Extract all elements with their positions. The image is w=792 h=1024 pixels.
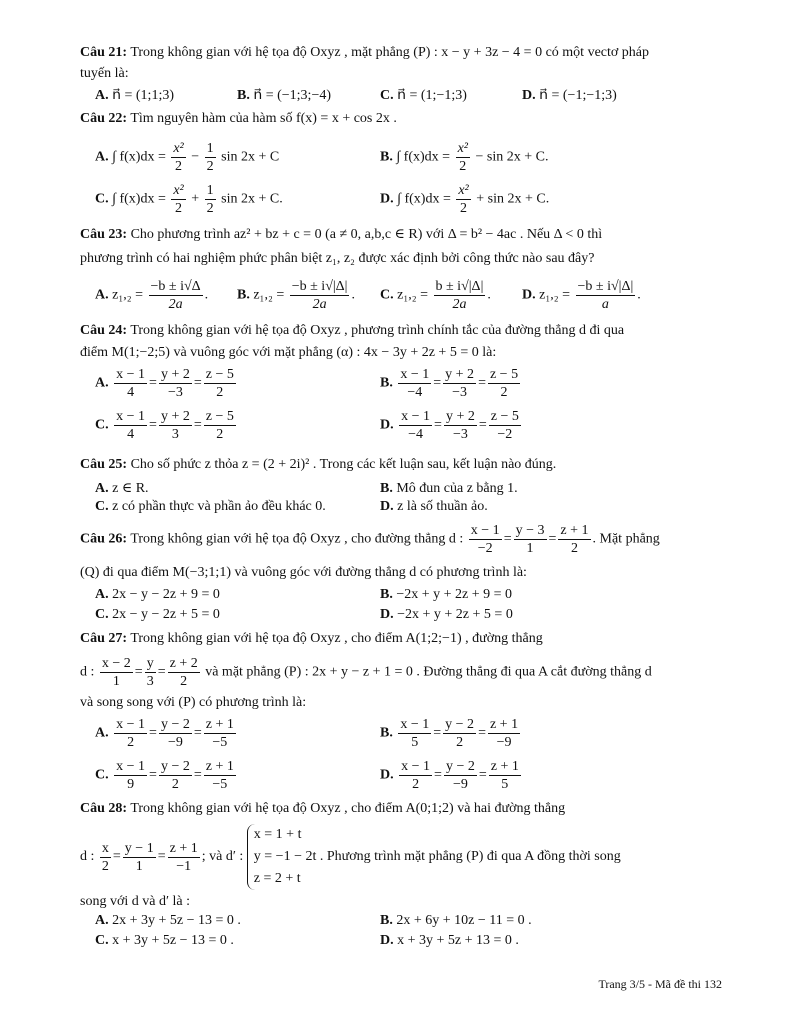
q24-option-c: C. $\frac{x - 1}{4}$ = $\frac{y + 2}{3}$ = $\frac{z - 5}{2}$ [95,409,234,442]
q24-option-b: B. $\frac{x - 1}{-4}$ = $\frac{y + 2}{-3}$ = $\frac{z - 5}{2}$ [380,367,519,400]
q22-option-c: C. ∫ f(x)dx = $\frac{\text{x²}}{2}$ + $\frac{1}{2}$ sin 2x + C. [95,183,283,216]
q24-stem2: điểm M(1;−2;5) và vuông góc với mặt phẳng (α) : 4x − 3y + 2z + 5 = 0 là: [80,345,497,360]
q24-option-d: D. $\frac{x - 1}{-4}$ = $\frac{y + 2}{-3}$ = $\frac{z - 5}{-2}$ [380,409,519,442]
q28-option-b: B. 2x + 6y + 10z − 11 = 0 . [380,913,532,928]
q22-option-d: D. ∫ f(x)dx = $\frac{\text{x²}}{2}$ + sin 2x + C. [380,183,550,216]
q28-system: x = 1 + t y = −1 − 2t z = 2 + t [247,824,317,890]
q27-option-d: D. $\frac{x - 1}{2}$ = $\frac{y - 2}{-9}$ = $\frac{z + 1}{5}$ [380,759,519,792]
q28-stem3: song với d và d′ là : [80,894,191,909]
q21-stem2: tuyến là: [80,66,129,81]
q27-stem-line2: d : $\frac{x - 2}{1}$ = $\frac{y}{3}$ = $\frac{z + 2}{2}$ và mặt phẳng (P) : 2x + y − z + 1 = 0 . Đường thẳng đi qua A cắt đường thẳng d [80,656,652,689]
q28-option-a: A. 2x + 3y + 5z − 13 = 0 . [95,913,241,928]
q25-option-b: B. Mô đun của z bằng 1. [380,481,518,496]
q22-stem: Câu 22: Tìm nguyên hàm của hàm số f(x) = x + cos 2x . [80,111,397,126]
q26-stem-line1: Câu 26: Trong không gian với hệ tọa độ Oxyz , cho đường thẳng d : $\frac{x - 1}{-2}$ = $\frac{y - 3}{1}$ = $\frac{z + 1}{2}$ . Mặt phẳng [80,523,660,556]
q25-option-a: A. z ∈ R. [95,481,149,496]
q22-option-b: B. ∫ f(x)dx = $\frac{\text{x²}}{2}$ − sin 2x + C. [380,141,549,174]
q23-option-d: D. z₁,₂ = $\frac{-b \pm i√|\Delta|}{a}$ . [522,279,641,312]
q21-label: Câu 21: [80,45,128,60]
q21-stem1: Trong không gian với hệ tọa độ Oxyz , mặt phẳng (P) : x − y + 3z − 4 = 0 có một vectơ pháp [130,45,650,60]
q21-stem-line1 [80,44,649,62]
q26-option-a: A. 2x − y − 2z + 9 = 0 [95,587,220,602]
q23-stem-line1: Câu 23: Cho phương trình az² + bz + c = 0 (a ≠ 0, a,b,c ∈ R) với Δ = b² − 4ac . Nếu Δ < 0 thì [80,227,603,242]
q26-option-b: B. −2x + y + 2z + 9 = 0 [380,587,513,602]
q27-stem-line1: Câu 27: Trong không gian với hệ tọa độ Oxyz , cho điểm A(1;2;−1) , đường thẳng [80,631,543,646]
q27-stem3: và song song với (P) có phương trình là: [80,695,307,710]
q21-option-d: D. n⃗ = (−1;−1;3) [522,88,617,103]
q28-stem-line2: d : $\frac{x}{2}$ = $\frac{y - 1}{1}$ = $\frac{z + 1}{-1}$ ; và d′ : x = 1 + t y = −1 − 2t z = 2 + t . Phương trình mặt phẳng (P) đi qua A đồng thời song [80,824,621,890]
q23-option-b: B. z₁,₂ = $\frac{-b \pm i√|\Delta|}{2a}$ . [237,279,355,312]
page-footer: Trang 3/5 - Mã đề thi 132 [598,977,722,991]
q21-option-b: B. n⃗ = (−1;3;−4) [237,88,332,103]
q28-option-d: D. x + 3y + 5z + 13 = 0 . [380,933,519,948]
q22-option-a: A. ∫ f(x)dx = $\frac{\text{x²}}{2}$ − $\frac{1}{2}$ sin 2x + C [95,141,280,174]
q23-stem2: phương trình có hai nghiệm phức phân biệt z₁, z₂ được xác định bởi công thức nào sau đây? [80,251,595,266]
q25-option-c: C. z có phần thực và phần ảo đều khác 0. [95,499,326,514]
q23-option-a: A. z₁,₂ = $\frac{-b \pm i√\Delta}{2a}$ . [95,279,209,312]
q24-option-a: A. $\frac{x - 1}{4}$ = $\frac{y + 2}{-3}$ = $\frac{z - 5}{2}$ [95,367,234,400]
q27-option-a: A. $\frac{x - 1}{2}$ = $\frac{y - 2}{-9}$ = $\frac{z + 1}{-5}$ [95,717,234,750]
q27-option-b: B. $\frac{x - 1}{5}$ = $\frac{y - 2}{2}$ = $\frac{z + 1}{-9}$ [380,717,519,750]
q25-option-d: D. z là số thuần ảo. [380,499,488,514]
q28-stem-line1: Câu 28: Trong không gian với hệ tọa độ Oxyz , cho điểm A(0;1;2) và hai đường thẳng [80,801,566,816]
q28-option-c: C. x + 3y + 5z − 13 = 0 . [95,933,234,948]
q27-option-c: C. $\frac{x - 1}{9}$ = $\frac{y - 2}{2}$ = $\frac{z + 1}{-5}$ [95,759,234,792]
q24-stem-line1: Câu 24: Trong không gian với hệ tọa độ Oxyz , phương trình chính tắc của đường thẳng d đi qua [80,323,625,338]
q21-option-a: A. n⃗ = (1;1;3) [95,88,174,103]
q26-stem2: (Q) đi qua điểm M(−3;1;1) và vuông góc với đường thẳng d có phương trình là: [80,565,527,580]
q23-option-c: C. z₁,₂ = $\frac{b \pm i√|\Delta|}{2a}$ . [380,279,491,312]
q26-option-d: D. −2x + y + 2z + 5 = 0 [380,607,513,622]
q26-option-c: C. 2x − y − 2z + 5 = 0 [95,607,220,622]
q25-stem: Câu 25: Cho số phức z thỏa z = (2 + 2i)² . Trong các kết luận sau, kết luận nào đúng. [80,457,557,472]
q21-option-c: C. n⃗ = (1;−1;3) [380,88,467,103]
